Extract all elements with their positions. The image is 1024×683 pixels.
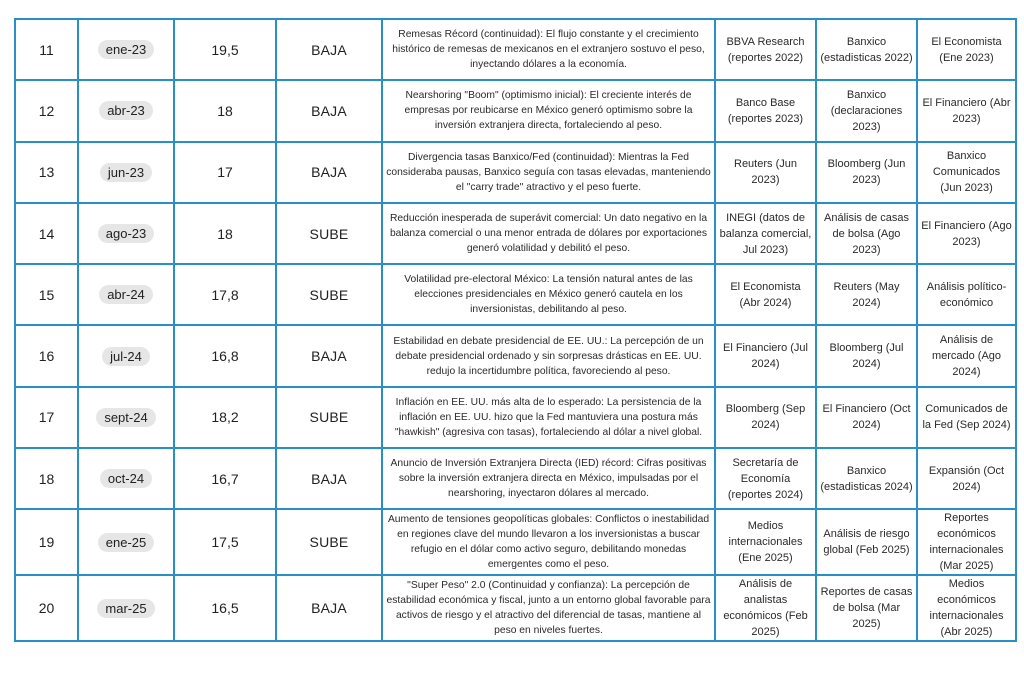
source-1: El Financiero (Jul 2024) xyxy=(715,325,816,386)
source-2: Análisis de riesgo global (Feb 2025) xyxy=(816,509,917,575)
source-1: El Economista (Abr 2024) xyxy=(715,264,816,325)
table-row xyxy=(15,203,1016,264)
date-cell xyxy=(78,325,174,386)
source-3: El Economista (Ene 2023) xyxy=(917,19,1016,80)
table-row xyxy=(15,387,1016,448)
date-cell xyxy=(78,203,174,264)
source-3: Medios económicos internacionales (Abr 2025) xyxy=(917,575,1016,641)
date-chip[interactable]: ago-23 xyxy=(98,224,154,243)
source-1: INEGI (datos de balanza comercial, Jul 2023) xyxy=(715,203,816,264)
source-2: Bloomberg (Jul 2024) xyxy=(816,325,917,386)
row-number: 19 xyxy=(15,509,78,575)
source-3: Análisis de mercado (Ago 2024) xyxy=(917,325,1016,386)
exchange-rate: 16,7 xyxy=(174,448,276,509)
event-description: Remesas Récord (continuidad): El flujo constante y el crecimiento histórico de remesas de mexicanos en el extranjero sostuvo el peso, inyectando dólares a la economía. xyxy=(382,19,715,80)
date-cell xyxy=(78,80,174,141)
event-description: Volatilidad pre-electoral México: La tensión natural antes de las elecciones presidenciales en México generó cautela en los inversionistas, debilitando al peso. xyxy=(382,264,715,325)
source-2: Análisis de casas de bolsa (Ago 2023) xyxy=(816,203,917,264)
date-cell xyxy=(78,575,174,641)
exchange-rate: 19,5 xyxy=(174,19,276,80)
table-row xyxy=(15,19,1016,80)
row-number: 18 xyxy=(15,448,78,509)
direction-label: BAJA xyxy=(276,80,382,141)
table-row xyxy=(15,142,1016,203)
event-description: Inflación en EE. UU. más alta de lo esperado: La persistencia de la inflación en EE. UU. hizo que la Fed mantuviera una postura más "hawkish" (agresiva con tasas), fortaleciendo al dólar a nivel global. xyxy=(382,387,715,448)
row-number: 13 xyxy=(15,142,78,203)
source-3: El Financiero (Ago 2023) xyxy=(917,203,1016,264)
table-row xyxy=(15,325,1016,386)
source-2: Bloomberg (Jun 2023) xyxy=(816,142,917,203)
date-chip[interactable]: jun-23 xyxy=(100,163,152,182)
source-3: Reportes económicos internacionales (Mar 2025) xyxy=(917,509,1016,575)
event-description: Divergencia tasas Banxico/Fed (continuidad): Mientras la Fed consideraba pausas, Banxico seguía con tasas elevadas, manteniendo el "carry trade" atractivo y el peso fuerte. xyxy=(382,142,715,203)
date-cell xyxy=(78,509,174,575)
event-description: Aumento de tensiones geopolíticas globales: Conflictos o inestabilidad en regiones clave del mundo llevaron a los inversionistas a buscar refugio en el dólar como activo seguro, debilitando monedas emergentes como el peso. xyxy=(382,509,715,575)
date-cell xyxy=(78,264,174,325)
source-2: Banxico (estadisticas 2022) xyxy=(816,19,917,80)
row-number: 14 xyxy=(15,203,78,264)
direction-label: BAJA xyxy=(276,325,382,386)
exchange-rate: 17,5 xyxy=(174,509,276,575)
source-3: Expansión (Oct 2024) xyxy=(917,448,1016,509)
date-cell xyxy=(78,387,174,448)
source-1: Reuters (Jun 2023) xyxy=(715,142,816,203)
peso-events-table xyxy=(14,18,1017,642)
row-number: 12 xyxy=(15,80,78,141)
exchange-rate: 16,8 xyxy=(174,325,276,386)
date-chip[interactable]: ene-23 xyxy=(98,40,154,59)
source-1: Medios internacionales (Ene 2025) xyxy=(715,509,816,575)
event-description: "Super Peso" 2.0 (Continuidad y confianza): La percepción de estabilidad económica y fiscal, junto a un entorno global favorable para activos de riesgo y el atractivo del diferencial de tasas, mantiene al peso en niveles fuertes. xyxy=(382,575,715,641)
date-cell xyxy=(78,142,174,203)
source-2: Reuters (May 2024) xyxy=(816,264,917,325)
table-row xyxy=(15,509,1016,575)
direction-label: BAJA xyxy=(276,19,382,80)
table-container xyxy=(14,18,1017,642)
event-description: Reducción inesperada de superávit comercial: Un dato negativo en la balanza comercial o una menor entrada de dólares por exportaciones generó volatilidad y debilitó el peso. xyxy=(382,203,715,264)
date-chip[interactable]: jul-24 xyxy=(102,347,150,366)
row-number: 11 xyxy=(15,19,78,80)
date-cell xyxy=(78,19,174,80)
source-3: El Financiero (Abr 2023) xyxy=(917,80,1016,141)
exchange-rate: 17 xyxy=(174,142,276,203)
direction-label: BAJA xyxy=(276,448,382,509)
exchange-rate: 18,2 xyxy=(174,387,276,448)
source-3: Análisis político-económico xyxy=(917,264,1016,325)
source-2: Banxico (declaraciones 2023) xyxy=(816,80,917,141)
direction-label: SUBE xyxy=(276,264,382,325)
source-3: Banxico Comunicados (Jun 2023) xyxy=(917,142,1016,203)
date-chip[interactable]: abr-24 xyxy=(99,285,153,304)
source-1: Secretaría de Economía (reportes 2024) xyxy=(715,448,816,509)
table-row xyxy=(15,575,1016,641)
date-chip[interactable]: ene-25 xyxy=(98,533,154,552)
direction-label: BAJA xyxy=(276,575,382,641)
date-chip[interactable]: oct-24 xyxy=(100,469,152,488)
source-1: BBVA Research (reportes 2022) xyxy=(715,19,816,80)
direction-label: SUBE xyxy=(276,509,382,575)
row-number: 17 xyxy=(15,387,78,448)
exchange-rate: 17,8 xyxy=(174,264,276,325)
exchange-rate: 18 xyxy=(174,203,276,264)
row-number: 20 xyxy=(15,575,78,641)
source-2: El Financiero (Oct 2024) xyxy=(816,387,917,448)
date-chip[interactable]: abr-23 xyxy=(99,101,153,120)
direction-label: SUBE xyxy=(276,203,382,264)
row-number: 16 xyxy=(15,325,78,386)
date-chip[interactable]: mar-25 xyxy=(97,599,154,618)
source-1: Bloomberg (Sep 2024) xyxy=(715,387,816,448)
exchange-rate: 16,5 xyxy=(174,575,276,641)
event-description: Nearshoring "Boom" (optimismo inicial): El creciente interés de empresas por reubicarse en México generó optimismo sobre la inversión extranjera directa, fortaleciendo al peso. xyxy=(382,80,715,141)
source-1: Banco Base (reportes 2023) xyxy=(715,80,816,141)
event-description: Anuncio de Inversión Extranjera Directa (IED) récord: Cifras positivas sobre la inversión extranjera directa en México, impulsadas por el nearshoring, inyectaron dólares al mercado. xyxy=(382,448,715,509)
table-row xyxy=(15,264,1016,325)
date-cell xyxy=(78,448,174,509)
row-number: 15 xyxy=(15,264,78,325)
source-2: Reportes de casas de bolsa (Mar 2025) xyxy=(816,575,917,641)
exchange-rate: 18 xyxy=(174,80,276,141)
direction-label: SUBE xyxy=(276,387,382,448)
table-body xyxy=(15,19,1016,641)
source-3: Comunicados de la Fed (Sep 2024) xyxy=(917,387,1016,448)
source-1: Análisis de analistas económicos (Feb 2025) xyxy=(715,575,816,641)
date-chip[interactable]: sept-24 xyxy=(96,408,155,427)
source-2: Banxico (estadisticas 2024) xyxy=(816,448,917,509)
event-description: Estabilidad en debate presidencial de EE. UU.: La percepción de un debate presidencial ordenado y sin sorpresas drásticas en EE. UU. redujo la incertidumbre política, favoreciendo al peso. xyxy=(382,325,715,386)
table-row xyxy=(15,80,1016,141)
table-row xyxy=(15,448,1016,509)
direction-label: BAJA xyxy=(276,142,382,203)
